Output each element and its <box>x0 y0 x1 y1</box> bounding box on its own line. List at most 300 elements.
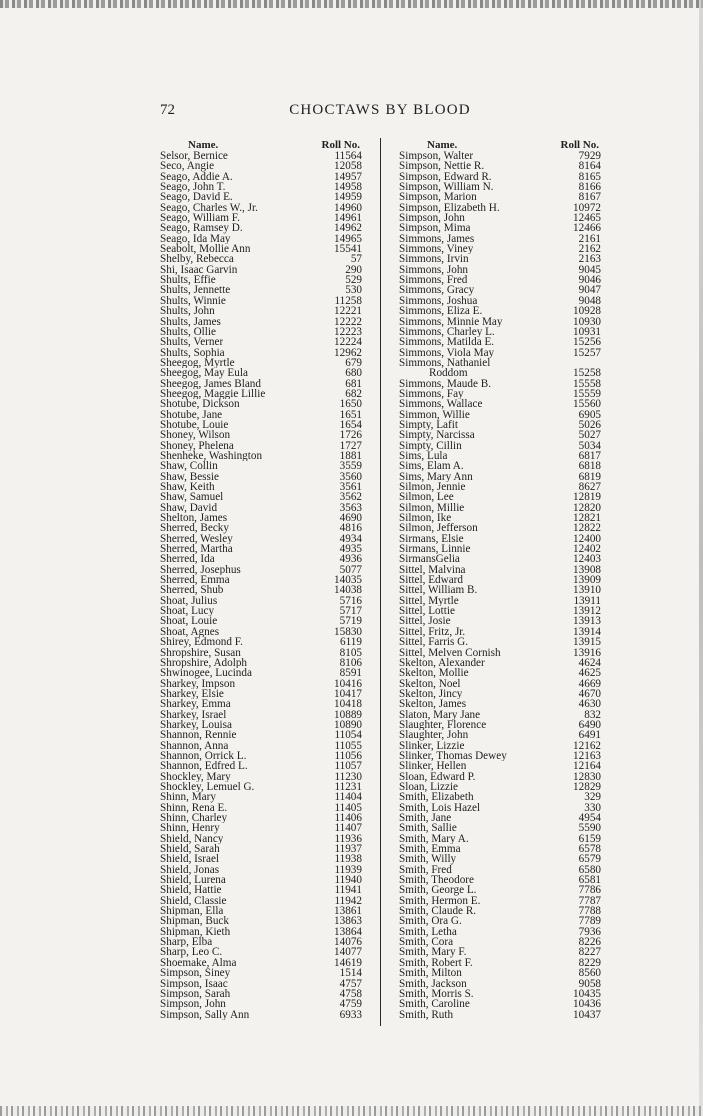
roll-header: Roll No. <box>560 139 599 151</box>
roll-entry <box>399 327 601 337</box>
roll-entry <box>160 648 362 658</box>
entry-roll-number: 4757 <box>339 977 362 990</box>
entry-roll-number: 14958 <box>334 181 362 194</box>
entry-roll-number: 4670 <box>578 687 601 700</box>
entry-roll-number: 5717 <box>339 605 362 618</box>
entry-name: Simmons, Eliza E. <box>399 306 483 317</box>
entry-name: Sherred, Ida <box>160 554 215 565</box>
entry-roll-number: 11405 <box>334 801 362 814</box>
entry-roll-number: 10437 <box>573 1008 601 1021</box>
roll-entry <box>399 265 601 275</box>
entry-roll-number: 4934 <box>339 532 362 545</box>
roll-entry <box>399 761 601 771</box>
roll-entry <box>399 699 601 709</box>
entry-roll-number: 15560 <box>573 398 601 411</box>
entry-name: Sims, Mary Ann <box>399 471 473 482</box>
entry-name: Shi, Isaac Garvin <box>160 264 238 276</box>
roll-entry <box>160 472 362 482</box>
entry-name: Smith, Elizabeth <box>399 792 474 803</box>
entry-roll-number: 12403 <box>573 553 601 566</box>
roll-entry <box>399 720 601 730</box>
roll-entry <box>160 482 362 492</box>
entry-roll-number: 4624 <box>578 656 601 669</box>
roll-entry <box>160 637 362 647</box>
roll-entry <box>399 648 601 658</box>
roll-entry <box>399 958 601 968</box>
roll-entry <box>160 306 362 316</box>
entry-name: Shults, Winnie <box>160 295 226 307</box>
entry-roll-number: 13914 <box>573 625 601 638</box>
entry-name: Shults, Effie <box>160 275 216 286</box>
entry-roll-number: 8167 <box>578 191 601 204</box>
entry-name: Smith, Milton <box>399 968 462 979</box>
roll-entry <box>399 927 601 937</box>
roll-entry <box>160 213 362 223</box>
entry-roll-number: 13912 <box>573 605 601 618</box>
entry-name: Seago, Charles W., Jr. <box>160 202 258 214</box>
entry-roll-number: 329 <box>584 791 601 804</box>
entry-roll-number: 12821 <box>573 512 601 525</box>
entry-roll-number: 15559 <box>573 387 601 400</box>
entry-name: Sittel, Lottie <box>399 606 455 617</box>
entry-roll-number: 4954 <box>578 812 601 824</box>
entry-name: Smith, Claude R. <box>399 906 477 917</box>
entry-name: Sirmans, Linnie <box>399 544 471 555</box>
entry-name: Slinker, Thomas Dewey <box>399 750 507 762</box>
entry-name: Smith, Jane <box>399 813 452 824</box>
roll-header: Roll No. <box>321 139 360 151</box>
roll-entry <box>160 234 362 244</box>
entry-name: Shwinogee, Lucinda <box>160 668 252 679</box>
roll-entry <box>399 389 601 399</box>
entry-name: Shannon, Orrick L. <box>160 750 247 762</box>
name-header: Name. <box>427 139 458 151</box>
entry-name: Simmons, Fay <box>399 388 464 400</box>
entry-name: Shipman, Kieth <box>160 926 231 938</box>
entry-roll-number: 11404 <box>334 791 362 804</box>
entry-name: Shield, Hattie <box>160 885 222 896</box>
entry-name: Simmons, Matilda E. <box>399 337 495 348</box>
scan-bottom-edge <box>0 1106 703 1116</box>
entry-roll-number: 12820 <box>573 501 601 514</box>
entry-roll-number: 7936 <box>578 925 601 938</box>
entry-roll-number: 10890 <box>334 718 362 731</box>
entry-name: Skelton, Alexander <box>399 657 485 669</box>
entry-roll-number: 14619 <box>334 956 362 969</box>
entry-roll-number: 7789 <box>578 915 601 928</box>
entry-name: Sherred, Martha <box>160 544 233 555</box>
entry-roll-number: 2161 <box>578 232 601 245</box>
roll-entry <box>160 679 362 689</box>
roll-entry <box>399 575 601 585</box>
entry-name: Sims, Lula <box>399 450 448 462</box>
entry-roll-number: 1726 <box>339 429 362 442</box>
entry-roll-number: 9048 <box>578 294 601 307</box>
roll-entry <box>160 741 362 751</box>
entry-roll-number: 14038 <box>334 584 362 597</box>
roll-entry <box>399 317 601 327</box>
entry-roll-number: 14965 <box>334 232 362 245</box>
right-column <box>399 139 601 1020</box>
entry-name: Shoat, Lucy <box>160 606 215 617</box>
roll-entry <box>160 979 362 989</box>
entry-name: Shield, Sarah <box>160 844 220 855</box>
entry-roll-number: 6581 <box>578 874 601 887</box>
entry-name: Shotube, Jane <box>160 409 223 420</box>
entry-name: Smith, Ora G. <box>399 916 462 927</box>
entry-name: Seago, Ida May <box>160 233 231 245</box>
entry-name: Simpson, John <box>160 999 226 1010</box>
right-roll-list <box>399 151 601 1020</box>
entry-roll-number: 4816 <box>339 522 362 535</box>
entry-name: Silmon, Ike <box>399 513 452 524</box>
roll-entry <box>399 585 601 595</box>
entry-name: Sittel, Farris G. <box>399 637 468 648</box>
entry-roll-number: 13864 <box>334 925 362 938</box>
right-column-header <box>399 139 601 151</box>
roll-entry <box>160 410 362 420</box>
entry-name: Silmon, Jennie <box>399 482 466 493</box>
entry-roll-number: 6119 <box>340 636 362 649</box>
roll-entry <box>399 854 601 864</box>
entry-name: Skelton, Mollie <box>399 668 469 679</box>
roll-entry <box>399 285 601 295</box>
entry-name: Simmons, Fred <box>399 275 468 286</box>
entry-name: Smith, Fred <box>399 864 452 876</box>
entry-roll-number: 6491 <box>578 729 601 742</box>
entry-name: Slinker, Lizzie <box>399 740 465 751</box>
roll-entry <box>399 379 601 389</box>
roll-entry <box>399 637 601 647</box>
entry-name: Sittel, Josie <box>399 616 451 627</box>
entry-roll-number: 12058 <box>334 160 362 173</box>
entry-roll-number: 11407 <box>334 822 362 835</box>
entry-name: Shield, Lurena <box>160 875 226 886</box>
entry-roll-number: 8165 <box>578 170 601 183</box>
roll-entry <box>160 916 362 926</box>
entry-name: Sittel, Melven Cornish <box>399 647 501 658</box>
roll-entry <box>160 544 362 554</box>
entry-roll-number: 11230 <box>334 770 362 783</box>
column-divider <box>380 138 381 1026</box>
entry-name: Shaw, Bessie <box>160 471 219 482</box>
entry-roll-number: 12819 <box>573 491 601 504</box>
roll-entry <box>399 244 601 254</box>
entry-roll-number: 11940 <box>334 874 362 887</box>
entry-name: Shotube, Louie <box>160 419 229 431</box>
roll-entry <box>160 182 362 192</box>
entry-roll-number: 1651 <box>339 408 362 421</box>
entry-roll-number: 11937 <box>334 843 362 856</box>
entry-roll-number: 3562 <box>339 491 362 504</box>
entry-roll-number: 8591 <box>339 667 362 680</box>
entry-roll-number: 14961 <box>334 212 362 225</box>
entry-roll-number: 6905 <box>578 408 601 421</box>
entry-name: Shults, James <box>160 316 221 327</box>
entry-name: Simpson, Marion <box>399 192 477 203</box>
entry-name: Shinn, Mary <box>160 792 216 803</box>
entry-name: Simpson, Edward R. <box>399 171 492 183</box>
entry-roll-number: 13915 <box>573 636 601 649</box>
entry-roll-number: 6578 <box>578 843 601 856</box>
entry-name: Skelton, Jincy <box>399 688 463 700</box>
roll-entry <box>160 596 362 606</box>
entry-name: Simmon, Willie <box>399 409 470 420</box>
entry-roll-number: 9045 <box>578 263 601 276</box>
left-column <box>160 139 362 1020</box>
roll-entry <box>160 513 362 523</box>
roll-entry <box>399 606 601 616</box>
entry-name: Smith, Theodore <box>399 875 474 886</box>
entry-name: Simpty, Narcissa <box>399 430 475 441</box>
entry-roll-number: 10930 <box>573 315 601 328</box>
entry-roll-number: 832 <box>584 708 601 721</box>
entry-name: Slaton, Mary Jane <box>399 709 481 720</box>
entry-roll-number: 11942 <box>334 894 362 907</box>
entry-roll-number: 1514 <box>339 967 362 980</box>
entry-name: Smith, Hermon E. <box>399 895 481 907</box>
roll-entry <box>160 927 362 937</box>
roll-entry <box>160 172 362 182</box>
roll-entry <box>399 782 601 792</box>
entry-name: Smith, Lois Hazel <box>399 802 481 813</box>
roll-entry <box>399 451 601 461</box>
entry-roll-number: 14035 <box>334 574 362 587</box>
roll-entry <box>160 296 362 306</box>
entry-name: Simpson, Sarah <box>160 988 231 1000</box>
entry-roll-number: 6819 <box>578 470 601 483</box>
roll-entry <box>399 275 601 285</box>
roll-entry <box>399 989 601 999</box>
entry-roll-number: 13909 <box>573 574 601 587</box>
roll-entry <box>399 730 601 740</box>
entry-name: Skelton, James <box>399 699 467 710</box>
entry-name: Simmons, Charley L. <box>399 326 495 338</box>
entry-name: Simmons, Minnie May <box>399 316 503 327</box>
entry-roll-number: 4690 <box>339 512 362 525</box>
entry-name: Sirmans, Elsie <box>399 533 464 545</box>
entry-roll-number: 3561 <box>339 481 362 493</box>
entry-name: Smith, Jackson <box>399 978 467 989</box>
roll-entry <box>399 616 601 626</box>
entry-roll-number: 681 <box>345 377 362 390</box>
roll-entry <box>160 803 362 813</box>
roll-entry <box>399 689 601 699</box>
entry-name: Sharkey, Emma <box>160 699 231 710</box>
entry-roll-number: 10417 <box>334 687 362 700</box>
entry-name: Smith, Letha <box>399 926 457 938</box>
entry-name: Simpson, Sally Ann <box>160 1009 250 1020</box>
entry-roll-number: 14076 <box>334 936 362 949</box>
entry-name: Selsor, Bernice <box>160 151 228 162</box>
roll-entry <box>399 772 601 782</box>
roll-entry <box>160 906 362 916</box>
entry-name: Slaughter, John <box>399 730 469 741</box>
roll-entry <box>160 958 362 968</box>
entry-roll-number: 11941 <box>334 884 362 897</box>
entry-name: Shield, Classie <box>160 895 227 907</box>
roll-entry <box>160 461 362 471</box>
roll-entry <box>160 223 362 233</box>
roll-entry <box>160 327 362 337</box>
entry-name: Shoat, Agnes <box>160 626 220 638</box>
entry-roll-number: 3563 <box>339 501 362 514</box>
entry-name: Sharkey, Elsie <box>160 688 224 700</box>
entry-roll-number: 5027 <box>578 429 601 442</box>
roll-entry <box>399 792 601 802</box>
entry-roll-number: 4669 <box>578 677 601 690</box>
entry-name: Seago, William F. <box>160 213 240 224</box>
entry-roll-number: 14962 <box>334 222 362 235</box>
entry-roll-number: 11406 <box>334 812 362 824</box>
entry-name: Simpson, William N. <box>399 182 494 193</box>
roll-entry <box>160 379 362 389</box>
roll-entry <box>160 627 362 637</box>
name-header: Name. <box>188 139 219 151</box>
roll-entry <box>160 989 362 999</box>
entry-name: Shannon, Anna <box>160 740 229 751</box>
entry-name: Shannon, Edfred L. <box>160 761 248 772</box>
roll-entry <box>160 616 362 626</box>
entry-name: Seago, John T. <box>160 182 226 193</box>
roll-entry <box>160 1010 362 1020</box>
entry-roll-number: 12829 <box>573 780 601 793</box>
roll-entry <box>399 803 601 813</box>
entry-roll-number: 12223 <box>334 325 362 338</box>
entry-roll-number: 10436 <box>573 998 601 1011</box>
entry-roll-number: 10416 <box>334 677 362 690</box>
roll-entry <box>160 565 362 575</box>
entry-name: Smith, George L. <box>399 885 477 896</box>
entry-roll-number: 1650 <box>339 398 362 411</box>
entry-name: Silmon, Jefferson <box>399 523 478 534</box>
entry-name: Shults, Jennette <box>160 285 231 296</box>
entry-roll-number: 679 <box>345 356 362 369</box>
roll-entry <box>399 151 601 161</box>
entry-roll-number: 1881 <box>339 449 362 462</box>
roll-entry <box>399 906 601 916</box>
roll-entry <box>160 358 362 368</box>
entry-name: Shelby, Rebecca <box>160 254 234 265</box>
entry-roll-number: 7786 <box>578 884 601 897</box>
entry-roll-number: 11936 <box>334 832 362 845</box>
roll-entry <box>160 337 362 347</box>
entry-name: Shinn, Henry <box>160 823 220 834</box>
entry-roll-number: 10972 <box>573 201 601 214</box>
entry-roll-number: 12466 <box>573 222 601 235</box>
entry-name: Sittel, William B. <box>399 585 478 596</box>
roll-entry <box>160 244 362 254</box>
entry-name: Silmon, Lee <box>399 492 454 503</box>
entry-roll-number: 15256 <box>573 336 601 349</box>
entry-name: Simmons, Viola May <box>399 347 495 358</box>
roll-entry <box>399 885 601 895</box>
roll-entry <box>399 161 601 171</box>
entry-roll-number: 11564 <box>334 150 362 162</box>
roll-entry <box>399 472 601 482</box>
entry-name: Shield, Jonas <box>160 864 220 876</box>
roll-entry <box>399 306 601 316</box>
entry-roll-number: 12402 <box>573 543 601 556</box>
entry-name: Skelton, Noel <box>399 678 461 689</box>
roll-entry <box>160 658 362 668</box>
roll-entry <box>160 534 362 544</box>
roll-entry <box>160 844 362 854</box>
roll-entry <box>399 461 601 471</box>
roll-entry <box>399 254 601 264</box>
entry-name: Smith, Caroline <box>399 999 470 1010</box>
roll-entry <box>160 368 362 378</box>
entry-name: Simmons, Joshua <box>399 295 478 307</box>
scan-top-edge <box>0 0 703 8</box>
roll-entry <box>399 523 601 533</box>
entry-roll-number: 2162 <box>578 243 601 256</box>
entry-roll-number: 11054 <box>334 729 362 742</box>
entry-roll-number: 5077 <box>339 563 362 576</box>
entry-name: Smith, Willy <box>399 854 457 865</box>
entry-name: Shinn, Rena E. <box>160 802 228 813</box>
entry-name: Slaughter, Florence <box>399 719 487 731</box>
entry-name: Sheegog, Maggie Lillie <box>160 388 266 400</box>
entry-name: Sherred, Wesley <box>160 533 233 545</box>
roll-entry <box>160 854 362 864</box>
roll-entry <box>399 741 601 751</box>
entry-roll-number: 12400 <box>573 532 601 545</box>
roll-entry <box>399 348 601 358</box>
roll-entry <box>399 658 601 668</box>
roll-entry <box>399 896 601 906</box>
roll-entry <box>160 896 362 906</box>
entry-name: Sharkey, Louisa <box>160 719 232 731</box>
entry-roll-number: 9046 <box>578 274 601 287</box>
entry-roll-number: 8106 <box>339 656 362 669</box>
entry-name: Shropshire, Adolph <box>160 657 248 669</box>
entry-roll-number: 8226 <box>578 936 601 949</box>
entry-name: Shaw, Keith <box>160 482 215 493</box>
page-header <box>160 102 600 124</box>
roll-entry <box>160 689 362 699</box>
entry-roll-number: 530 <box>345 284 362 297</box>
entry-name: Shockley, Lemuel G. <box>160 781 255 793</box>
entry-roll-number: 12221 <box>334 305 362 318</box>
roll-entry <box>160 285 362 295</box>
entry-roll-number: 529 <box>345 274 362 287</box>
entry-roll-number: 13916 <box>573 646 601 659</box>
roll-entry <box>399 751 601 761</box>
entry-name: Simpson, Elizabeth H. <box>399 202 500 214</box>
entry-roll-number: 9058 <box>578 977 601 990</box>
entry-name: Sittel, Malvina <box>399 564 466 576</box>
entry-roll-number: 11939 <box>334 863 362 876</box>
entry-name: Shoemake, Alma <box>160 957 237 969</box>
entry-roll-number: 5026 <box>578 418 601 431</box>
scan-right-edge <box>699 0 703 1116</box>
roll-entry <box>399 968 601 978</box>
entry-roll-number: 5719 <box>339 615 362 628</box>
entry-roll-number: 11258 <box>334 294 362 307</box>
roll-entry <box>399 420 601 430</box>
roll-entry <box>160 710 362 720</box>
entry-name: Smith, Ruth <box>399 1009 454 1020</box>
entry-name: Sherred, Becky <box>160 523 229 534</box>
entry-name: Simpson, Walter <box>399 151 474 162</box>
roll-entry <box>399 441 601 451</box>
entry-name: Smith, Mary F. <box>399 947 467 958</box>
entry-name: Sheegog, Myrtle <box>160 357 235 369</box>
roll-entry <box>160 399 362 409</box>
roll-entry <box>399 492 601 502</box>
roll-entry <box>160 968 362 978</box>
